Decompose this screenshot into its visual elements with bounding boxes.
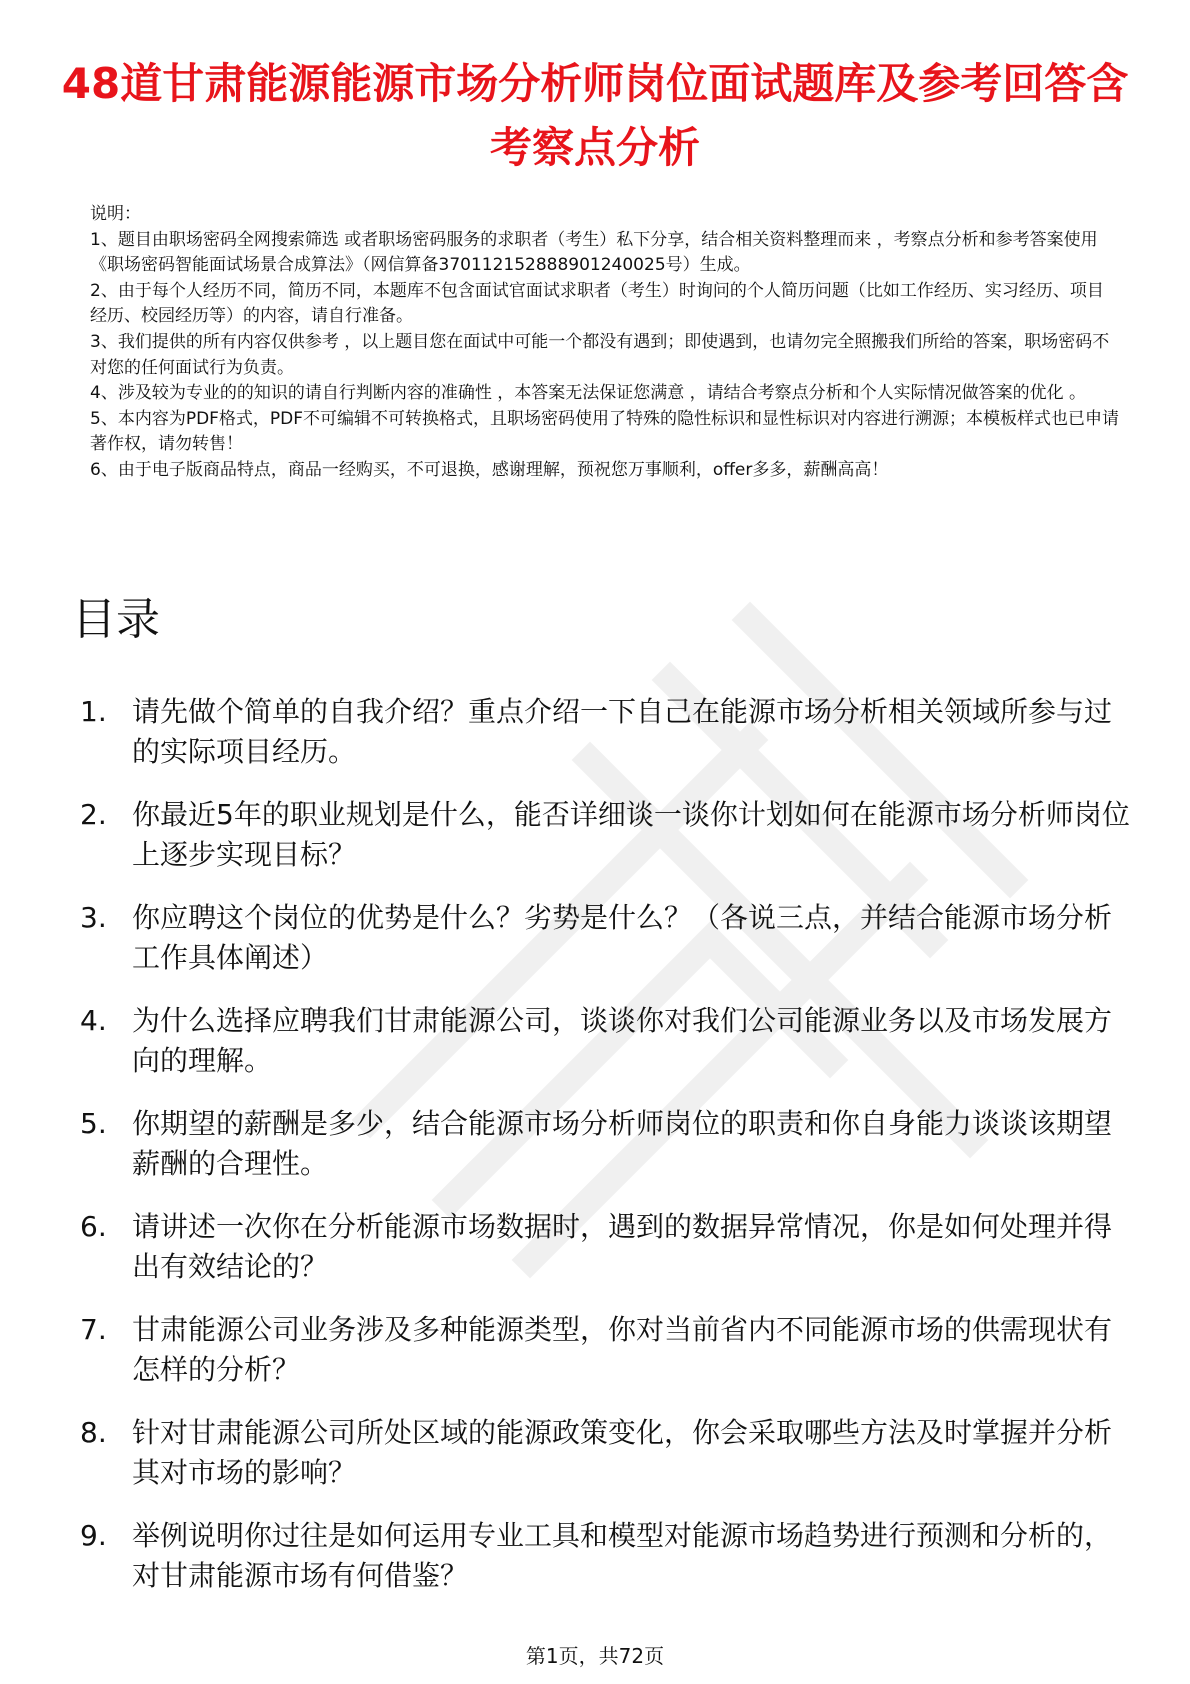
toc-item-number: 5. [80, 1107, 107, 1140]
toc-item-number: 9. [80, 1519, 107, 1552]
toc-item-text: 甘肃能源公司业务涉及多种能源类型，你对当前省内不同能源市场的供需现状有怎样的分析？ [132, 1313, 1113, 1386]
toc-item[interactable] [80, 692, 1130, 772]
notes-item: 1、题目由职场密码全网搜索筛选 或者职场密码服务的求职者（考生）私下分享，结合相关资料整理而来 ，考察点分析和参考答案使用《职场密码智能面试场景合成算法》（网信算备370112152888901240025号）生成。 [90, 229, 1098, 276]
notes-item: 4、涉及较为专业的的知识的请自行判断内容的准确性 ，本答案无法保证您满意 ，请结合考察点分析和个人实际情况做答案的优化 。 [90, 383, 1087, 404]
notes-item: 5、本内容为PDF格式，PDF不可编辑不可转换格式，且职场密码使用了特殊的隐性标识和显性标识对内容进行溯源；本模板样式也已申请著作权，请勿转售！ [90, 408, 1120, 455]
toc-item-number: 7. [80, 1313, 107, 1346]
toc-item[interactable] [80, 795, 1130, 875]
toc-heading: 目录 [72, 594, 160, 645]
toc-item-text: 举例说明你过往是如何运用专业工具和模型对能源市场趋势进行预测和分析的，对甘肃能源市场有何借鉴？ [132, 1519, 1113, 1592]
toc-item[interactable] [80, 1310, 1130, 1390]
toc-item-number: 3. [80, 901, 107, 934]
toc-item[interactable] [80, 1001, 1130, 1081]
toc-item-text: 你期望的薪酬是多少，结合能源市场分析师岗位的职责和你自身能力谈谈该期望薪酬的合理性。 [132, 1107, 1113, 1180]
toc-item-number: 2. [80, 798, 107, 831]
notes-section [90, 202, 1120, 484]
page-footer: 第1页，共72页 [525, 1644, 665, 1668]
toc-item-text: 请讲述一次你在分析能源市场数据时，遇到的数据异常情况，你是如何处理并得出有效结论的？ [132, 1210, 1113, 1283]
toc-list [80, 692, 1130, 1619]
notes-item: 2、由于每个人经历不同，简历不同，本题库不包含面试官面试求职者（考生）时询问的个人简历问题（比如工作经历、实习经历、项目经历、校园经历等）的内容，请自行准备。 [90, 280, 1104, 327]
notes-item: 6、由于电子版商品特点，商品一经购买，不可退换，感谢理解，预祝您万事顺利，offer多多，薪酬高高！ [90, 459, 889, 480]
toc-item[interactable] [80, 1413, 1130, 1493]
toc-item-text: 你最近5年的职业规划是什么，能否详细谈一谈你计划如何在能源市场分析师岗位上逐步实现目标？ [132, 798, 1130, 871]
toc-item-number: 6. [80, 1210, 107, 1243]
notes-item: 3、我们提供的所有内容仅供参考 ，以上题目您在面试中可能一个都没有遇到；即使遇到，也请勿完全照搬我们所给的答案，职场密码不对您的任何面试行为负责。 [90, 331, 1110, 378]
toc-item-text: 你应聘这个岗位的优势是什么？劣势是什么？（各说三点，并结合能源市场分析工作具体阐述） [132, 901, 1113, 974]
toc-item[interactable] [80, 1516, 1130, 1596]
toc-item-text: 为什么选择应聘我们甘肃能源公司，谈谈你对我们公司能源业务以及市场发展方向的理解。 [132, 1004, 1113, 1077]
toc-item[interactable] [80, 898, 1130, 978]
notes-heading: 说明： [90, 204, 141, 224]
toc-item-text: 请先做个简单的自我介绍？重点介绍一下自己在能源市场分析相关领域所参与过的实际项目经历。 [132, 695, 1113, 768]
toc-item-text: 针对甘肃能源公司所处区域的能源政策变化，你会采取哪些方法及时掌握并分析其对市场的影响？ [132, 1416, 1113, 1489]
toc-item-number: 8. [80, 1416, 107, 1449]
toc-item[interactable] [80, 1207, 1130, 1287]
document-title: 48道甘肃能源能源市场分析师岗位面试题库及参考回答含考察点分析 [61, 59, 1129, 172]
toc-item-number: 1. [80, 695, 107, 728]
toc-item-number: 4. [80, 1004, 107, 1037]
toc-item[interactable] [80, 1104, 1130, 1184]
